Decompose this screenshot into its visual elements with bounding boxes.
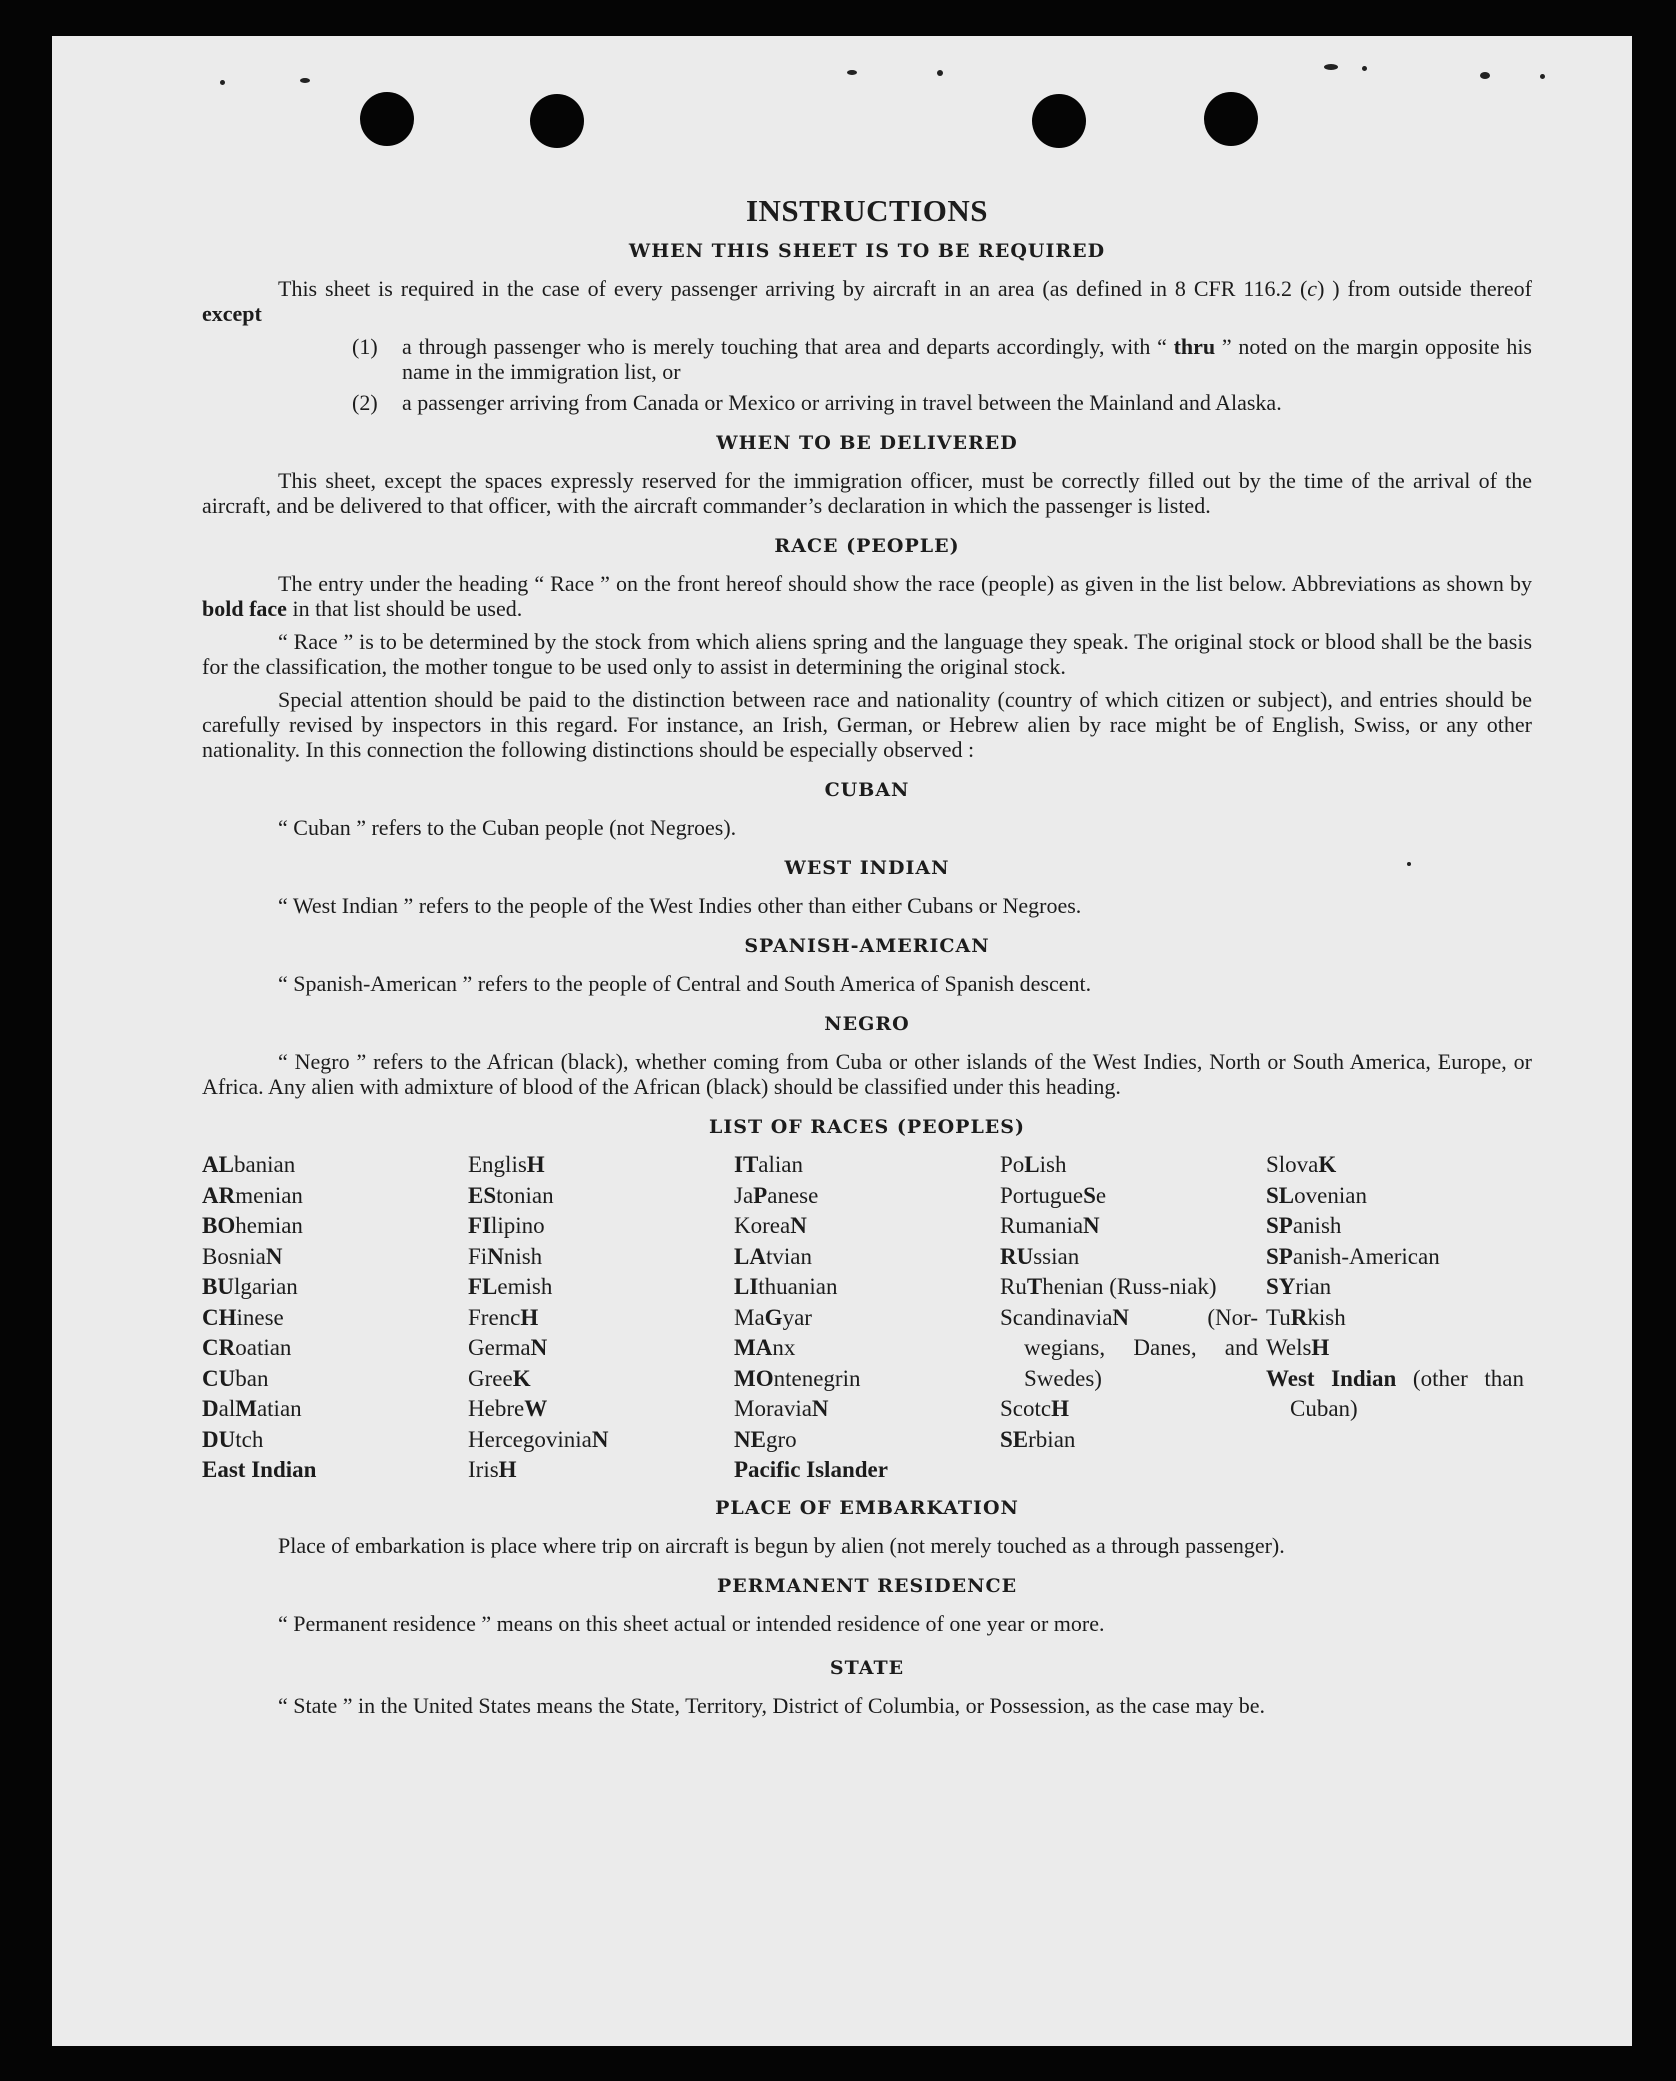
race-entry: CUban [202, 1365, 269, 1391]
race-entry: GreeK [468, 1365, 531, 1391]
race-entry: DalMatian [202, 1396, 302, 1421]
race-entry: West Indian (other than Cuban) [1266, 1365, 1525, 1421]
race-entry: PoLish [1000, 1152, 1067, 1177]
race-entry: TuRkish [1266, 1304, 1346, 1330]
race-entry: SLovenian [1266, 1182, 1367, 1208]
exception-item-2: (2) a passenger arriving from Canada or Mexico or arriving in travel between the Mainland and Alaska. [352, 390, 1282, 415]
cuban-text: “ Cuban ” refers to the Cuban people (not Negroes). [278, 815, 737, 840]
race-paragraph-1: The entry under the heading “ Race ” on the front hereof should show the race (people) as given in the list below. Abbreviations as shown by bold face in that list should be used. [202, 571, 1532, 621]
embarkation-text: Place of embarkation is place where trip on aircraft is begun by alien (not merely touched as a through passenger). [278, 1532, 1285, 1558]
race-entry: CRoatian [202, 1335, 292, 1360]
races-list [202, 1150, 1532, 1486]
race-entry: BUlgarian [202, 1274, 298, 1299]
race-entry: ScandinaviaN (Nor-wegians, Danes, and Swedes) [1000, 1304, 1258, 1391]
race-entry: EnglisH [468, 1152, 545, 1177]
race-entry: EStonian [468, 1182, 554, 1208]
speck [220, 80, 225, 85]
when-delivered-text: This sheet, except the spaces expressly reserved for the immigration officer, must be correctly filled out by the time of the arrival of the aircraft, and be delivered to that officer, with the aircraft commander’s declaration in which the passenger is listed. [202, 468, 1532, 518]
section-heading-when-delivered: WHEN TO BE DELIVERED [716, 432, 1018, 454]
section-heading-embarkation: PLACE OF EMBARKATION [715, 1496, 1019, 1519]
race-entry: ALbanian [202, 1152, 296, 1177]
section-heading-cuban: CUBAN [824, 779, 910, 801]
race-entry: HercegoviniaN [468, 1426, 609, 1452]
race-entry: MoraviaN [734, 1396, 829, 1421]
races-column [1266, 1150, 1532, 1486]
speck [300, 78, 310, 83]
section-heading-negro: NEGRO [824, 1013, 910, 1035]
race-entry: IrisH [468, 1457, 517, 1482]
race-paragraph-2: “ Race ” is to be determined by the stock from which aliens spring and the language they speak. The original stock or blood shall be the basis for the classification, the mother tongue to be used only to assist in determining the original stock. [202, 629, 1532, 679]
race-entry: FrencH [468, 1304, 539, 1330]
race-entry: SPanish [1266, 1213, 1342, 1238]
section-heading-residence: PERMANENT RESIDENCE [716, 1574, 1018, 1597]
races-column [1000, 1150, 1266, 1486]
race-entry: SErbian [1000, 1426, 1076, 1452]
race-entry: RUssian [1000, 1243, 1080, 1269]
punch-hole [360, 92, 414, 146]
race-entry: KoreaN [734, 1213, 807, 1238]
races-column [202, 1150, 468, 1486]
exception-item-1: (1) a through passenger who is merely touching that area and departs accordingly, with “ thru ” noted on the margin opposite his name in the immigration list, or [352, 334, 1532, 384]
state-text: “ State ” in the United States means the State, Territory, District of Columbia, or Possession, as the case may be. [278, 1692, 1266, 1718]
punch-hole [1032, 94, 1086, 148]
race-entry: BosniaN [202, 1243, 283, 1269]
race-entry: Pacific Islander [734, 1457, 888, 1482]
race-entry: HebreW [468, 1396, 548, 1421]
speck [1480, 72, 1490, 79]
race-entry: MaGyar [734, 1304, 812, 1330]
section-heading-when-required: WHEN THIS SHEET IS TO BE REQUIRED [628, 240, 1106, 262]
negro-text: “ Negro ” refers to the African (black), whether coming from Cuba or other islands of the West Indies, North or South America, Europe, or Africa. Any alien with admixture of blood of the African (black) should be classified under this heading. [202, 1049, 1532, 1099]
race-entry: JaPanese [734, 1182, 819, 1208]
race-entry: SYrian [1266, 1274, 1332, 1299]
race-entry: FIlipino [468, 1213, 545, 1238]
speck [1362, 66, 1367, 71]
race-entry: ITalian [734, 1152, 803, 1177]
race-entry: DUtch [202, 1426, 264, 1452]
section-heading-state: STATE [829, 1656, 905, 1679]
section-heading-west-indian: WEST INDIAN [784, 857, 950, 879]
race-entry: GermaN [468, 1335, 548, 1360]
section-heading-list-of-races: LIST OF RACES (PEOPLES) [709, 1116, 1025, 1138]
punch-hole [530, 94, 584, 148]
page-title: INSTRUCTIONS [745, 193, 988, 228]
document-page [52, 36, 1632, 2046]
race-entry: ARmenian [202, 1182, 303, 1208]
race-entry: LAtvian [734, 1243, 812, 1269]
instructions-content [202, 156, 1532, 1726]
race-entry: LIthuanian [734, 1274, 838, 1299]
race-entry: NEgro [734, 1426, 797, 1452]
race-paragraph-3: Special attention should be paid to the distinction between race and nationality (country of which citizen or subject), and entries should be carefully revised by inspectors in this regard. For instance, an Irish, German, or Hebrew alien by race might be of English, Swiss, or any other nationality. In this connection the following distinctions should be especially observed : [202, 687, 1532, 762]
race-entry: WelsH [1266, 1335, 1330, 1360]
race-entry: MAnx [734, 1335, 796, 1360]
section-heading-spanish-american: SPANISH-AMERICAN [744, 935, 990, 957]
race-entry: PortugueSe [1000, 1182, 1107, 1208]
punch-hole [1204, 92, 1258, 146]
race-entry: BOhemian [202, 1213, 303, 1238]
race-entry: RumaniaN [1000, 1213, 1100, 1238]
race-entry: SlovaK [1266, 1152, 1337, 1177]
race-entry: CHinese [202, 1304, 284, 1330]
race-entry: East Indian [202, 1457, 317, 1482]
race-entry: FLemish [468, 1274, 553, 1299]
race-entry: RuThenian (Russ-niak) [1000, 1274, 1217, 1299]
speck [937, 70, 943, 76]
speck [1540, 74, 1545, 79]
races-column [468, 1150, 734, 1486]
west-indian-text: “ West Indian ” refers to the people of the West Indies other than either Cubans or Negroes. [278, 893, 1082, 918]
race-entry: FiNnish [468, 1243, 543, 1269]
speck [1324, 64, 1338, 70]
race-entry: MOntenegrin [734, 1365, 861, 1391]
races-column [734, 1150, 1000, 1486]
residence-text: “ Permanent residence ” means on this sheet actual or intended residence of one year or more. [278, 1610, 1105, 1636]
race-entry: ScotcH [1000, 1396, 1069, 1421]
section-heading-race: RACE (PEOPLE) [774, 535, 960, 557]
speck [847, 70, 857, 75]
race-entry: SPanish-American [1266, 1243, 1440, 1269]
spanish-american-text: “ Spanish-American ” refers to the people of Central and South America of Spanish descent. [278, 971, 1092, 996]
when-required-intro: This sheet is required in the case of every passenger arriving by aircraft in an area (as defined in 8 CFR 116.2 (c) ) from outside thereof except [202, 276, 1533, 326]
